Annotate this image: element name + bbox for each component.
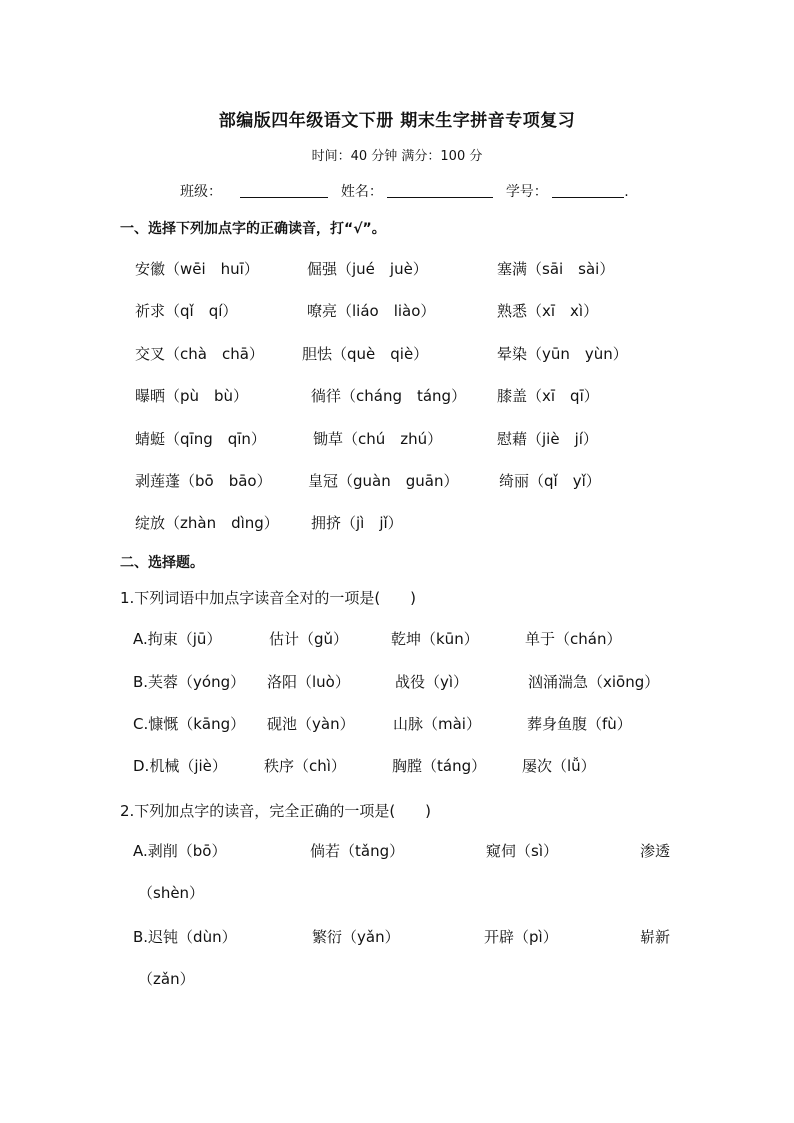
student-info-line: [180, 181, 629, 201]
q1-option-d-word: 屡次（lǚ）: [522, 757, 596, 775]
pinyin-item[interactable]: 塞满（sāi sài）: [497, 260, 615, 278]
q1-option-d-word: 胸膛（táng）: [392, 757, 487, 775]
q1-option-a-word: 单于（chán）: [525, 630, 622, 648]
pinyin-item[interactable]: 倔强（jué juè）: [307, 260, 428, 278]
q2-option-b-word: 崭新: [640, 928, 671, 946]
question-1-stem: 1.下列词语中加点字读音全对的一项是( ): [120, 589, 417, 607]
pinyin-item[interactable]: 安徽（wēi huī）: [135, 260, 259, 278]
q1-option-a-word: 乾坤（kūn）: [391, 630, 479, 648]
q1-option-c-word: 葬身鱼腹（fù）: [527, 715, 632, 733]
q2-option-a-word: 倘若（tǎng）: [310, 842, 405, 860]
pinyin-item[interactable]: 曝晒（pù bù）: [135, 387, 249, 405]
q2-option-a-word: （shèn）: [138, 884, 205, 902]
q1-option-a-word[interactable]: A.拘束（jū）: [133, 630, 222, 648]
pinyin-item[interactable]: 祈求（qǐ qí）: [135, 302, 238, 320]
pinyin-item[interactable]: 慰藉（jiè jí）: [497, 430, 598, 448]
pinyin-item[interactable]: 拥挤（jì jǐ）: [311, 514, 403, 532]
q1-option-c-word[interactable]: C.慷慨（kāng）: [133, 715, 246, 733]
pinyin-item[interactable]: 锄草（chú zhú）: [313, 430, 443, 448]
end-mark: .: [624, 184, 629, 200]
pinyin-item[interactable]: 徜徉（cháng táng）: [311, 387, 467, 405]
q2-option-a-word[interactable]: A.剥削（bō）: [133, 842, 227, 860]
q2-option-b-word: 繁衍（yǎn）: [312, 928, 400, 946]
q1-option-d-word[interactable]: D.机械（jiè）: [133, 757, 227, 775]
pinyin-item[interactable]: 蜻蜓（qīng qīn）: [135, 430, 266, 448]
name-blank[interactable]: [387, 183, 493, 198]
name-label: 姓名：: [340, 184, 383, 200]
q1-option-b-word[interactable]: B.芙蓉（yóng）: [133, 673, 246, 691]
student-id-blank[interactable]: [552, 183, 624, 198]
time-score-line: 时间：40 分钟 满分：100 分: [311, 149, 483, 164]
q1-option-b-word: 洛阳（luò）: [267, 673, 350, 691]
q1-option-d-word: 秩序（chì）: [264, 757, 346, 775]
pinyin-item[interactable]: 嘹亮（liáo liào）: [307, 302, 436, 320]
q1-option-b-word: 汹涌湍急（xiōng）: [528, 673, 660, 691]
q2-option-b-word: 开辟（pì）: [484, 928, 558, 946]
pinyin-item[interactable]: 皇冠（guàn guān）: [308, 472, 459, 490]
q1-option-c-word: 山脉（mài）: [393, 715, 481, 733]
pinyin-item[interactable]: 剥莲蓬（bō bāo）: [135, 472, 272, 490]
q1-option-b-word: 战役（yì）: [395, 673, 469, 691]
student-id-label: 学号：: [505, 184, 548, 200]
q1-option-a-word: 估计（gǔ）: [269, 630, 349, 648]
section1-heading: 一、选择下列加点字的正确读音，打“√”。: [120, 221, 386, 237]
page-title: 部编版四年级语文下册 期末生字拼音专项复习: [218, 111, 576, 131]
pinyin-item[interactable]: 绽放（zhàn dìng）: [135, 514, 279, 532]
pinyin-item[interactable]: 膝盖（xī qī）: [497, 387, 599, 405]
pinyin-item[interactable]: 胆怯（què qiè）: [302, 345, 429, 363]
q2-option-b-word: （zǎn）: [138, 970, 195, 988]
pinyin-item[interactable]: 交叉（chà chā）: [135, 345, 264, 363]
section2-heading: 二、选择题。: [120, 555, 204, 571]
pinyin-item[interactable]: 晕染（yūn yùn）: [497, 345, 628, 363]
q2-option-a-word: 窥伺（sì）: [486, 842, 558, 860]
pinyin-item[interactable]: 熟悉（xī xì）: [497, 302, 599, 320]
q2-option-a-word: 渗透: [640, 842, 671, 860]
class-blank[interactable]: [240, 183, 328, 198]
q2-option-b-word[interactable]: B.迟钝（dùn）: [133, 928, 237, 946]
question-2-stem: 2.下列加点字的读音，完全正确的一项是( ): [120, 802, 432, 820]
class-label: 班级：: [180, 184, 222, 200]
q1-option-c-word: 砚池（yàn）: [267, 715, 355, 733]
pinyin-item[interactable]: 绮丽（qǐ yǐ）: [499, 472, 601, 490]
